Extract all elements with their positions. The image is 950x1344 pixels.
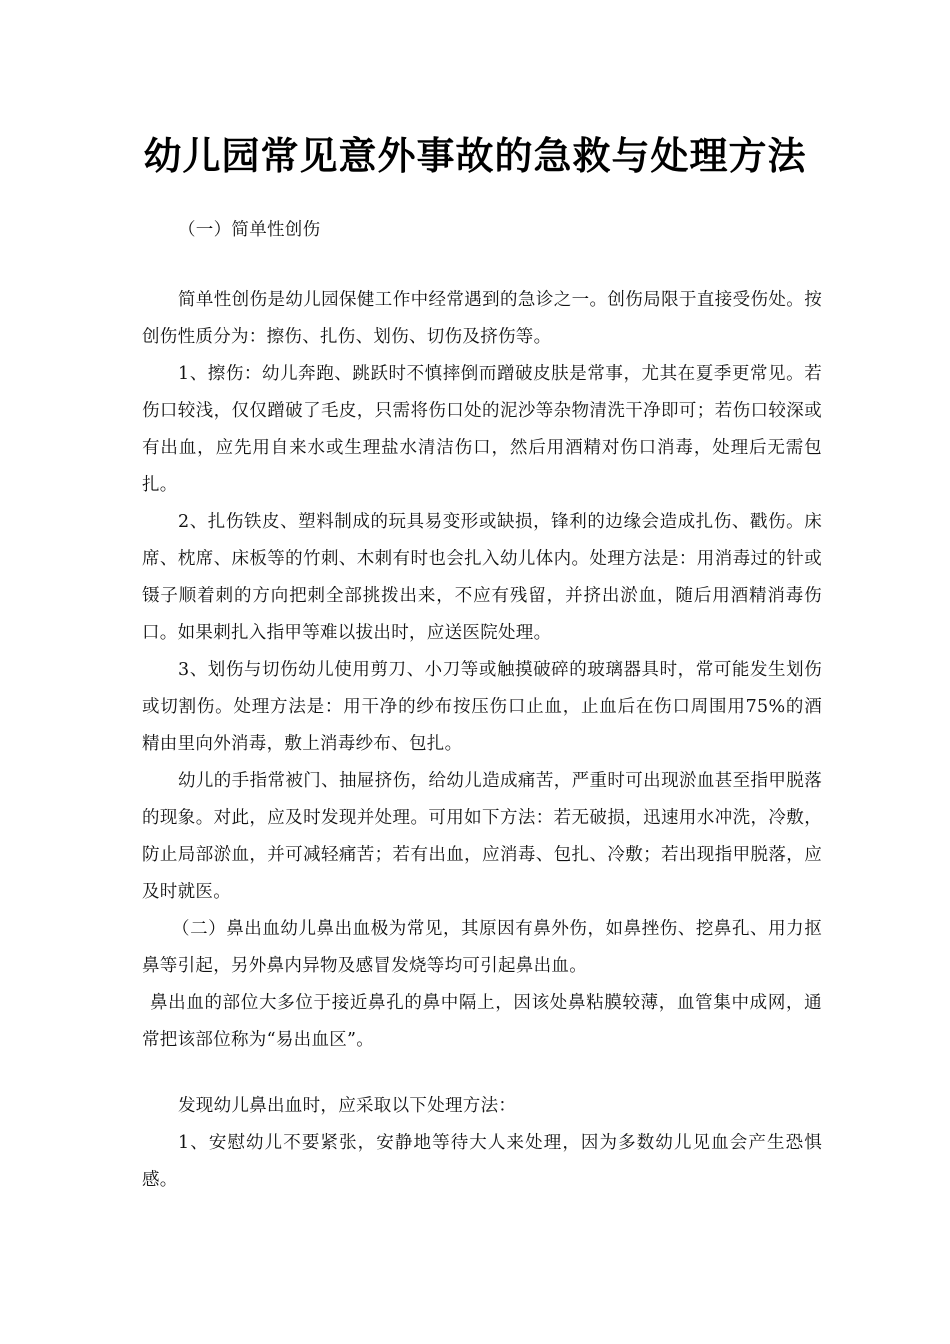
section-heading-simple-wounds: （一）简单性创伤 [178,220,321,240]
paragraph-cut: 3、划伤与切伤幼儿使用剪刀、小刀等或触摸破碎的玻璃器具时，常可能发生划伤或切割伤。处理方法是：用干净的纱布按压伤口止血，止血后在伤口周围用75%的酒精由里向外消毒，敷上消毒纱布、包扎。 [142,660,822,754]
document-title: 幼儿园常见意外事故的急救与处理方法 [143,134,807,178]
paragraph-nosebleed-location: 鼻出血的部位大多位于接近鼻孔的鼻中隔上，因该处鼻粘膜较薄，血管集中成网，通常把该部位称为“易出血区”。 [142,993,822,1050]
paragraph-nosebleed-step-1: 1、安慰幼儿不要紧张，安静地等待大人来处理，因为多数幼儿见血会产生恐惧感。 [142,1133,822,1190]
paragraph-nosebleed-method: 发现幼儿鼻出血时，应采取以下处理方法： [178,1096,517,1116]
paragraph-simple-wounds-intro: 简单性创伤是幼儿园保健工作中经常遇到的急诊之一。创伤局限于直接受伤处。按创伤性质分为：擦伤、扎伤、划伤、切伤及挤伤等。 [142,290,822,347]
paragraph-nosebleed-intro: （二）鼻出血幼儿鼻出血极为常见，其原因有鼻外伤，如鼻挫伤、挖鼻孔、用力抠鼻等引起，另外鼻内异物及感冒发烧等均可引起鼻出血。 [142,919,822,976]
paragraph-finger-pinch: 幼儿的手指常被门、抽屉挤伤，给幼儿造成痛苦，严重时可出现淤血甚至指甲脱落的现象。对此，应及时发现并处理。可用如下方法：若无破损，迅速用水冲洗，冷敷，防止局部淤血，并可减轻痛苦；若有出血，应消毒、包扎、冷敷；若出现指甲脱落，应及时就医。 [142,771,822,902]
paragraph-abrasion: 1、擦伤：幼儿奔跑、跳跃时不慎摔倒而蹭破皮肤是常事，尤其在夏季更常见。若伤口较浅，仅仅蹭破了毛皮，只需将伤口处的泥沙等杂物清洗干净即可；若伤口较深或有出血，应先用自来水或生理盐水清洁伤口，然后用酒精对伤口消毒，处理后无需包扎。 [142,364,822,495]
paragraph-puncture: 2、扎伤铁皮、塑料制成的玩具易变形或缺损，锋利的边缘会造成扎伤、戳伤。床席、枕席、床板等的竹刺、木刺有时也会扎入幼儿体内。处理方法是：用消毒过的针或镊子顺着刺的方向把刺全部挑拨出来，不应有残留，并挤出淤血，随后用酒精消毒伤口。如果刺扎入指甲等难以拔出时，应送医院处理。 [142,512,822,643]
